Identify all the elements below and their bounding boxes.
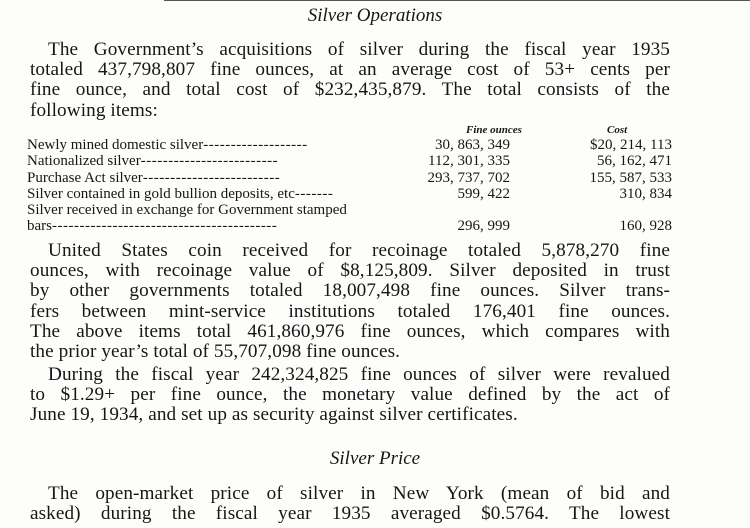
text-line: fers between mint-service institutions totaled 176,401 fine ounces.	[30, 300, 670, 322]
text-line: to $1.29+ per fine ounce, the monetary value defined by the act of	[30, 384, 670, 406]
row-leader: -----------------------------------------	[52, 218, 278, 235]
row-cost: $20, 214, 113	[590, 137, 672, 153]
row-cost: 155, 587, 533	[589, 169, 672, 186]
row-leader: -------	[294, 185, 334, 202]
silver-acquisitions-table	[27, 137, 672, 235]
row-cost: 56, 162, 471	[597, 153, 672, 170]
text-line: The above items total 461,860,976 fine ounces, which compares with	[30, 320, 670, 342]
text-line: asked) during the fiscal year 1935 averaged $0.5764. The lowest	[30, 503, 670, 525]
row-ounces: 296, 999	[457, 218, 510, 235]
row-label: Newly mined domestic silver	[27, 137, 204, 153]
text-line: The open-market price of silver in New York (mean of bid and	[48, 483, 670, 504]
text-line: During the fiscal year 242,324,825 fine ounces of silver were revalued	[48, 364, 670, 385]
row-leader: -------------------------	[140, 153, 279, 170]
text-line: following items:	[30, 99, 158, 121]
row-leader: -------------------------	[142, 169, 281, 186]
table-row	[27, 202, 672, 218]
row-ounces: 293, 737, 702	[427, 169, 510, 186]
paragraph-silver-price	[30, 484, 670, 524]
text-line: The Government’s acquisitions of silver during the fiscal year 1935	[48, 39, 670, 60]
table-row	[27, 170, 672, 186]
row-label: Purchase Act silver	[27, 169, 143, 186]
table-row	[27, 153, 672, 169]
table-row	[27, 137, 672, 153]
row-ounces: 599, 422	[457, 185, 510, 202]
paragraph-recoinage	[30, 241, 670, 362]
row-ounces: 112, 301, 335	[428, 153, 510, 170]
row-cost: 160, 928	[619, 218, 672, 235]
column-header-cost: Cost	[607, 124, 628, 136]
text-line: June 19, 1934, and set up as security against silver certificates.	[30, 404, 518, 426]
text-line: the prior year’s total of 55,707,098 fine ounces.	[30, 341, 401, 363]
text-line: United States coin received for recoinage totaled 5,878,270 fine	[48, 240, 670, 261]
row-leader: -------------------	[203, 137, 308, 153]
section-heading-silver-price: Silver Price	[329, 448, 421, 469]
text-line: by other governments totaled 18,007,498 fine ounces. Silver trans-	[30, 280, 670, 302]
row-cost: 310, 834	[619, 185, 672, 202]
row-label: bars	[27, 218, 52, 235]
row-ounces: 30, 863, 349	[435, 137, 510, 153]
text-line: ounces, with recoinage value of $8,125,809. Silver deposited in trust	[30, 260, 670, 282]
row-label: Nationalized silver	[27, 153, 141, 170]
table-row	[27, 186, 672, 202]
paragraph-acquisitions	[30, 40, 670, 121]
paragraph-revaluation	[30, 365, 670, 426]
table-row	[27, 218, 672, 234]
row-label: Silver received in exchange for Government stamped	[27, 202, 347, 219]
section-heading-silver-operations: Silver Operations	[307, 5, 443, 26]
text-line: fine ounce, and total cost of $232,435,879. The total consists of the	[30, 79, 670, 101]
row-label: Silver contained in gold bullion deposits, etc	[27, 185, 295, 202]
top-rule	[164, 0, 750, 1]
column-header-fine-ounces: Fine ounces	[466, 124, 522, 136]
text-line: totaled 437,798,807 fine ounces, at an average cost of 53+ cents per	[30, 59, 670, 81]
